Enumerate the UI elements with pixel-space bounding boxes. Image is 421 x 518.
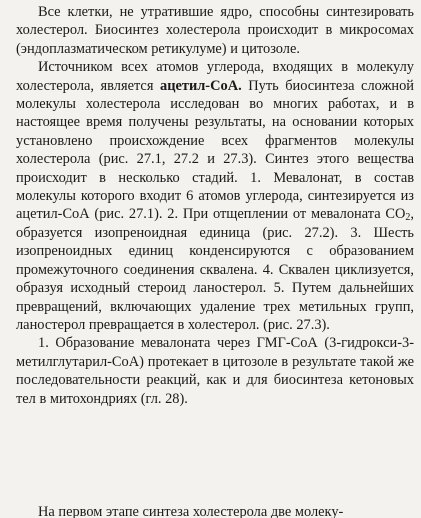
paragraph-biosynthesis-steps	[16, 58, 414, 334]
paragraph-next-partial: На первом этапе синтеза холестерола две молеку-	[38, 504, 344, 518]
paragraph-intro: Все клетки, не утратившие ядро, способны синтезировать холестерол. Биосинтез холестерола происходит в микросомах (эндоплазматическом ретикулуме) и цитозоле.	[16, 4, 414, 57]
paragraph-mevalonate-formation: 1. Образование мевалоната через ГМГ-СоА (3-гидрокси-3-метилглутарил-СоА) протекает в цитозоле в результате такой же последовательности реакций, как и для биосинтеза кетоновых тел в митохондриях (гл. 28).	[16, 335, 414, 407]
co2-subscript: 2	[405, 212, 411, 224]
paragraph-steps-end: , образуется изопреноидная единица (рис. 27.2). 3. Шесть изопреноидных единиц конденсируются с образованием промежуточного соединения сквалена. 4. Сквален циклизуется, образуя исходный стероид ланостерол. 5. Путем дальнейших превращений, включающих удаление трех метильных групп, ланостерол превращается в холестерол. (рис. 27.3).	[16, 206, 414, 333]
cut-off-line	[16, 503, 414, 518]
paragraph-steps-lead: Источником всех атомов углерода, входящих в молекулу холестерола, является	[16, 59, 414, 94]
body-text	[16, 3, 414, 408]
paragraph-steps-middle: Путь биосинтеза сложной молекулы холестерола исследован во многих работах, и в настоящее время получены результаты, на основании которых установлено происхождение всех фрагментов молекулы холестерола (рис. 27.1, 27.2 и 27.3). Синтез этого вещества происходит в несколько стадий. 1. Мевалонат, в состав молекулы которого входит 6 атомов углерода, синтезируется из ацетил-СоА (рис. 27.1). 2. При отщеплении от мевалоната СО	[16, 77, 415, 223]
acetyl-coa-term: ацетил-СоА.	[160, 77, 242, 94]
